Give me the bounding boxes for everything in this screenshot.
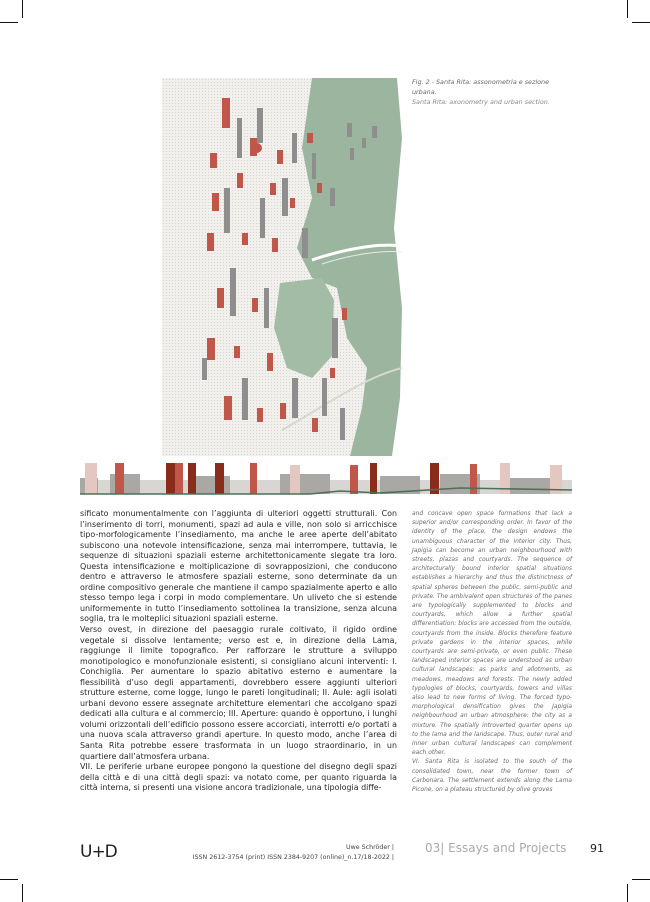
crop-mark: [627, 884, 628, 902]
page-number: 91: [590, 842, 604, 855]
figure-caption: [412, 77, 572, 107]
paragraph: VII. Le periferie urbane europee pongono la questione del disegno degli spazi della città e di una città degli spazi: va notato come, per quanto riguarda la città interna, si presenti una visione ancora tradizionale, una tipologia diffe-: [80, 762, 397, 793]
crop-mark: [22, 884, 23, 902]
paragraph: sificato monumentalmente con l’aggiunta di ulteriori oggetti strutturali. Con l’inserimento di torri, monumenti, spazi ad aula e ville, non solo si arricchisce tipo-morfologicamente l’insediamento, ma anche le aree aperte dell’abitato subiscono una notevole intensificazione, senza mai interrompere, tuttavia, le sequenze di situazioni spaziali esterne architettonicamente slegate tra loro. Questa intensificazione e moltiplicazione di sovrapposizioni, che conducono dentro e attraverso le atmosfere spaziali esterne, sono determinate da un ordine compositivo generale che mantiene il campo spazialmente aperto e allo stesso tempo lega i corpi in modo complementare. Un uliveto che si estende uniformemente in tutto l’insediamento sottolinea la transizione, senza alcuna soglia, tra le molteplici situazioni spaziali esterne.: [80, 509, 397, 624]
crop-mark: [627, 0, 628, 18]
body-text-italian: [80, 509, 397, 794]
caption-italian: Fig. 2 - Santa Rita: assonometria e sezione urbana.: [412, 78, 550, 96]
section-title: 03| Essays and Projects: [425, 841, 567, 855]
journal-logo: U+D: [80, 842, 117, 862]
crop-mark: [0, 22, 18, 23]
axonometry-figure: [162, 78, 402, 456]
footer-author: [150, 843, 394, 863]
caption-english: Santa Rita: axonometry and urban section.: [412, 98, 550, 106]
tower-round: [252, 143, 262, 153]
crop-mark: [632, 22, 650, 23]
paragraph: and concave open space formations that lack a superior and/or corresponding order. In favor of the identity of the place, the design endows the unambiguous character of the interior city. Thus, Japigia can become an urban neighbourhood with streets, plazas and courtyards. The sequence of architecturally bound interior spatial situations establishes a hierarchy and thus the distinctness of spatial spheres between the public, semi-public and private. The ambivalent open structures of the panes are typologically supplemented to blocks and courtyards, which allow a further spatial differentiation: blocks are accessed from the outside, courtyards from the inside. Blocks therefore feature private gardens in the interior spaces, while courtyards are semi-private, or even public. These landscaped interior spaces are understood as urban cultural landscapes: as parks and allotments, as meadows, meadows and forests. The newly added typologies of blocks, courtyards, towers and villas also lead to new forms of living. The forced typo-morphological densification gives the Japigia neighbourhood an urban atmosphere: the city as a mixture. The spatially introverted quarter opens up to the lama and the landscape. Thus, outer rural and inner urban cultural landscapes can complement each other.: [412, 510, 572, 757]
paragraph: Verso ovest, in direzione del paesaggio rurale coltivato, il rigido ordine vegetale si dissolve lentamente; verso est e, in direzione della Lama, raggiunge il limite topografico. Per rafforzare le strutture a sviluppo monotipologico e monofunzionale esistenti, si consigliano alcuni interventi: I. Conchiglia. Per aumentare lo spazio abitativo esterno e aumentare la flessibilità d’uso degli appartamenti, dovrebbero essere aggiunti ulteriori strutture esterne, come logge, lungo le pareti longitudinali; II. Aule: agli isolati urbani devono essere assegnate architetture elementari che accolgano spazi dedicati alla cultura e al commercio; III. Aperture: quando è opportuno, i lunghi volumi orizzontali dell’edificio possono essere accorciati, interrotti e/o portati a una nuova scala attraverso grandi aperture. In questo modo, anche l’area di Santa Rita potrebbe essere trasformata in un luogo straordinario, in un quartiere dall’atmosfera urbana.: [80, 625, 397, 761]
crop-mark: [22, 0, 23, 18]
body-text-english: [412, 509, 572, 794]
paragraph: VI. Santa Rita is isolated to the south of the consolidated town, near the former town of Carbonara. The settlement extends along the Lama Picone, on a plateau structured by olive groves: [412, 758, 572, 794]
crop-mark: [632, 879, 650, 880]
issn-line: ISSN 2612-3754 (print) ISSN 2384-9207 (online)_n.17/18-2022 |: [192, 854, 394, 861]
crop-mark: [0, 879, 18, 880]
author-name: Uwe Schröder |: [346, 844, 394, 851]
urban-section-figure: [80, 460, 572, 498]
